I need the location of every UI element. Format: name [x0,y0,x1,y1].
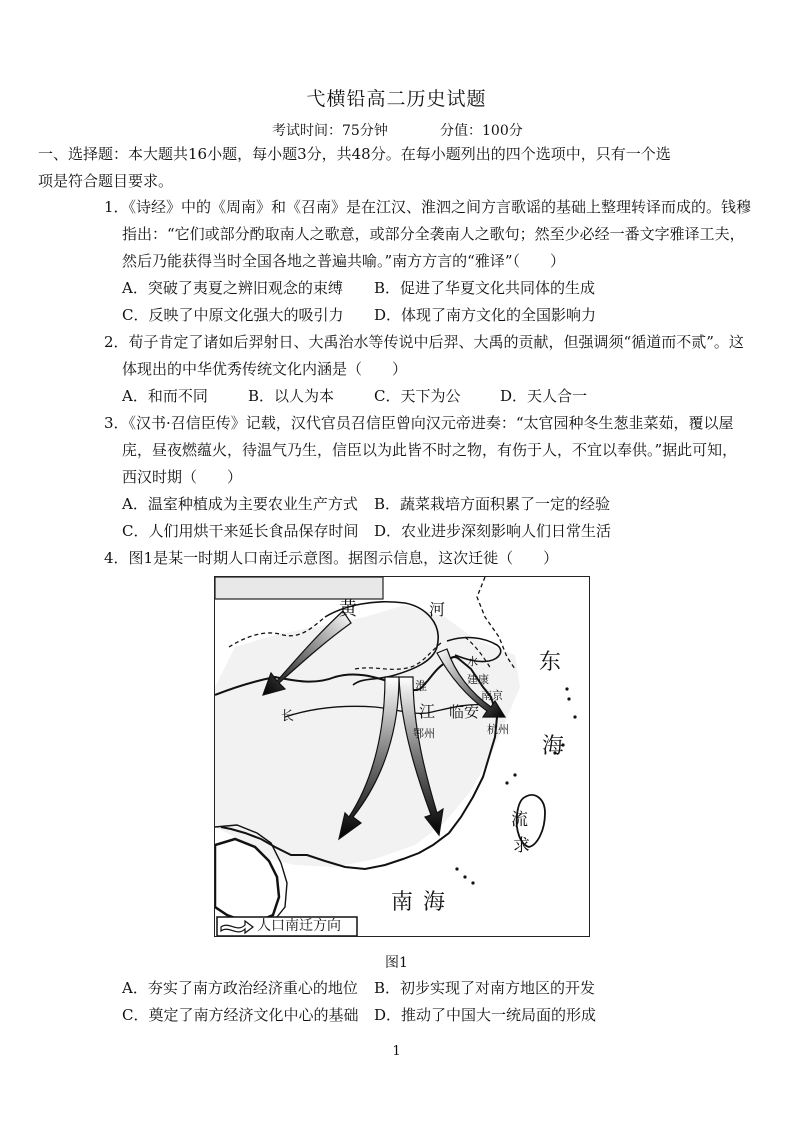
map-legend-label: 人口南迁方向 [257,918,341,934]
q3-option-c[interactable]: C．人们用烘干来延长食品保存时间 [122,522,359,540]
q1-stem-line-3: 然后乃能获得当时全国各地之普遍共喻。”南方方言的“雅译”（ ） [122,252,566,270]
map-corner-box [215,577,383,599]
page-number: 1 [392,1044,401,1059]
q3-option-b[interactable]: B．蔬菜栽培方面积累了一定的经验 [374,495,611,513]
q2-option-b[interactable]: B．以人为本 [248,387,335,405]
q4-option-b[interactable]: B．初步实现了对南方地区的开发 [374,979,596,997]
q1-stem-line-1: 1．《诗经》中的《周南》和《召南》是在江汉、淮泗之间方言歌谣的基础上整理转译而成的。钱穆 [104,198,752,216]
q2-option-a[interactable]: A．和而不同 [122,387,208,405]
q1-stem-line-2: 指出：“它们或部分酌取南人之歌意，或部分全袭南人之歌句；然至少必经一番文字雅译工夫， [122,225,745,243]
q1-option-c[interactable]: C．反映了中原文化强大的吸引力 [122,306,344,324]
map-label-nanjing: 南京 [481,689,503,702]
q2-option-c[interactable]: C．天下为公 [374,387,461,405]
map-label-dong: 东 [539,650,562,675]
map-label-jiankang: 建康 [467,673,489,686]
map-label-liu: 流 [511,810,528,830]
q2-stem-line-1: 2．荀子肯定了诸如后羿射日、大禹治水等传说中后羿、大禹的贡献，但强调须“循道而不贰”。这 [104,333,744,351]
q1-option-d[interactable]: D．体现了南方文化的全国影响力 [374,306,597,324]
section-intro-line-2: 项是符合题目要求。 [38,172,174,190]
exam-time: 考试时间：75分钟 [272,123,388,139]
q3-option-a[interactable]: A．温室种植成为主要农业生产方式 [122,495,358,513]
q3-option-d[interactable]: D．农业进步深刻影响人们日常生活 [374,522,612,540]
map-label-chang: 长 [281,709,295,724]
q3-stem-line-3: 西汉时期（ ） [122,468,243,486]
q4-stem-line-1: 4．图1是某一时期人口南迁示意图。据图示信息，这次迁徙（ ） [104,549,559,567]
map-label-linan: 临安 [449,703,480,721]
map-label-he: 河 [429,600,446,619]
q2-stem-line-2: 体现出的中华优秀传统文化内涵是（ ） [122,360,408,378]
section-intro-line-1: 一、选择题：本大题共16小题，每小题3分，共48分。在每小题列出的四个选项中，只有一个选 [38,145,671,163]
q4-option-a[interactable]: A．夯实了南方政治经济重心的地位 [122,979,358,997]
map-label-nan: 南 [391,890,414,915]
q2-option-d[interactable]: D．天人合一 [500,387,588,405]
q1-option-a[interactable]: A．突破了夷夏之辨旧观念的束缚 [122,279,343,297]
q4-option-c[interactable]: C．奠定了南方经济文化中心的基础 [122,1006,359,1024]
map-label-huang: 黄 [339,599,357,620]
map-label-huai: 淮 [415,679,428,693]
map-label-hai-south: 海 [423,890,446,915]
map-label-hangzhou: 杭州 [487,723,509,736]
map-label-shui: 水 [467,655,478,668]
map-label-hai-east: 海 [542,734,565,759]
map-label-qiu: 求 [513,836,530,856]
exam-score: 分值：100分 [440,123,523,139]
map-drawing [215,577,590,937]
map-label-jiang: 江 [419,702,436,721]
migration-map [214,576,590,937]
q4-option-d[interactable]: D．推动了中国大一统局面的形成 [374,1006,597,1024]
figure-caption: 图1 [385,955,408,971]
q3-stem-line-2: 庑，昼夜燃蕴火，待温气乃生，信臣以为此皆不时之物，有伤于人，不宜以奉供。”据此可知， [122,441,738,459]
exam-title: 弋横铅高二历史试题 [306,88,487,110]
q3-stem-line-1: 3．《汉书·召信臣传》记载，汉代官员召信臣曾向汉元帝进奏：“太官园种冬生葱韭菜茹，覆以屋 [104,414,734,432]
map-label-ezhou: 鄂州 [413,727,435,740]
q1-option-b[interactable]: B．促进了华夏文化共同体的生成 [374,279,596,297]
